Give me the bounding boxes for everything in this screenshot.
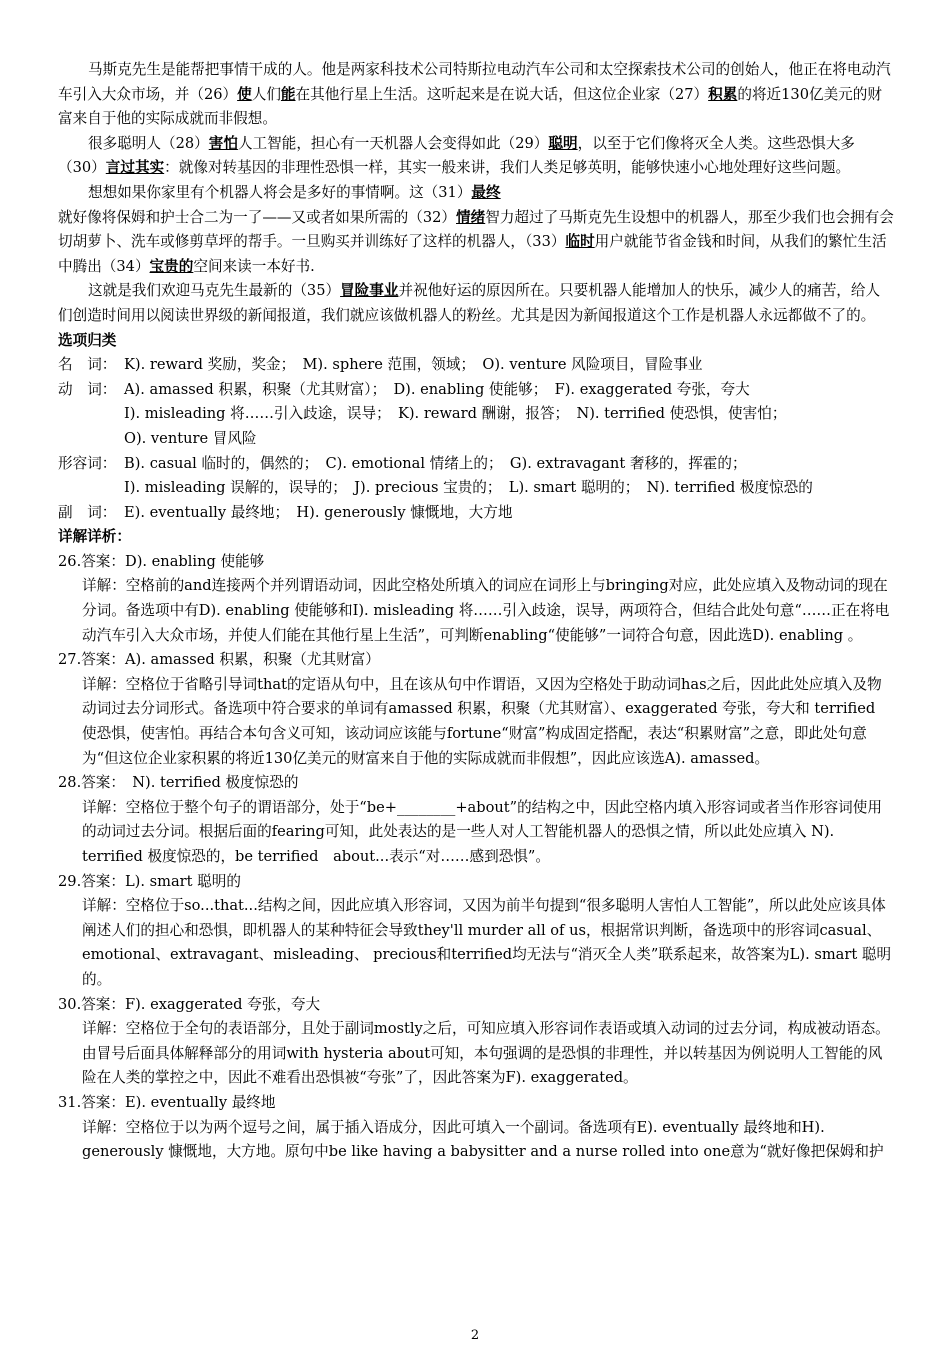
answer-line: 30.答案：F). exaggerated 夸张，夸大 bbox=[58, 995, 321, 1013]
verb-row bbox=[58, 378, 894, 403]
text: 的将近130亿美元的财富来自于他的实际成就而非假想。 bbox=[58, 85, 882, 128]
adv-options: E). eventually 最终地； H). generously 慷慨地，大方地 bbox=[124, 503, 513, 521]
text: 空间来读一本好书. bbox=[193, 257, 315, 275]
answer-detail: 详解：空格位于以为两个逗号之间，属于插入语成分，因此可填入一个副词。备选项有E). eventually 最终地和H). generously 慷慨地，大方地。原句中be like having a babysitter and a nurse rolled into one意为“就好像把保姆和护 bbox=[82, 1118, 884, 1161]
text: 就好像将保姆和护士合二为一了——又或者如果所需的（32） bbox=[58, 208, 457, 226]
answer-26b: 能 bbox=[280, 85, 296, 103]
answer-line: 31.答案：E). eventually 最终地 bbox=[58, 1093, 276, 1111]
adj-options-line: B). casual 临时的，偶然的； C). emotional 情绪上的； G). extravagant 奢移的，挥霍的； bbox=[124, 454, 747, 472]
text: 用户就能节省金钱和时间，从我们的繁忙生活中腾出（34） bbox=[58, 233, 887, 275]
passage-paragraph-4 bbox=[58, 279, 894, 328]
answer-detail: 详解：空格前的and连接两个并列谓语动词，因此空格处所填入的词应在词形上与bringing对应，此处应填入及物动词的现在分词。备选项中有D). enabling 使能够和I). misleading 将……引入歧途，误导，两项符合，但结合此处句意“……正在将电动汽车引入大众市场，并使人们能在其他行星上生活”，可判断enabling“使能够”一词符合句意，因此选D). enabling 。 bbox=[82, 577, 890, 644]
passage-paragraph-2 bbox=[58, 132, 894, 181]
answer-line: 26.答案：D). enabling 使能够 bbox=[58, 552, 265, 570]
verb-options-line: I). misleading 将……引入歧途，误导； K). reward 酬谢，报答； N). terrified 使恐惧，使害怕； bbox=[124, 405, 787, 423]
verb-label: 动 词： bbox=[58, 380, 117, 398]
text: 很多聪明人（28） bbox=[88, 134, 209, 152]
page-number: 2 bbox=[470, 1328, 480, 1343]
text: 智力超过了马斯克先生设想中的机器人，那至少我们也会拥有会切胡萝卜、洗车或修剪草坪的帮手。一旦购买并训练好了这样的机器人，（33） bbox=[58, 208, 894, 251]
answer-26: 使 bbox=[237, 85, 252, 103]
answer-28: 害怕 bbox=[208, 134, 238, 152]
answer-29: 聪明 bbox=[548, 134, 578, 152]
noun-label: 名 词： bbox=[58, 356, 117, 374]
passage-paragraph-3 bbox=[58, 181, 894, 279]
answer-27: 积累 bbox=[708, 85, 738, 103]
text: 马斯克先生是能帮把事情干成的人。他是两家科技术公司特斯拉电动汽车公司和太空探索技术公司的创始人，他正在将电动汽车引入大众市场，并（26） bbox=[58, 61, 891, 103]
text: 这就是我们欢迎马克先生最新的（35） bbox=[88, 282, 341, 300]
text: 想想如果你家里有个机器人将会是多好的事情啊。这（31） bbox=[88, 183, 472, 201]
answer-line: 29.答案：L). smart 聪明的 bbox=[58, 872, 241, 890]
text: ，以至于它们像将灭全人类。这些恐惧大多（30） bbox=[58, 134, 855, 177]
text: 在其他行星上生活。这听起来是在说大话，但这位企业家（27） bbox=[295, 85, 709, 103]
answer-detail: 详解：空格位于全句的表语部分，且处于副词mostly之后，可知应填入形容词作表语或填入动词的过去分词，构成被动语态。由冒号后面具体解释部分的用词with hysteria about可知，本句强调的是恐惧的非理性，并以转基因为例说明人工智能的风险在人类的掌控之中，因此不难看出恐惧被“夸张”了，因此答案为F). exaggerated。 bbox=[82, 1020, 890, 1087]
text: 人工智能，担心有一天机器人会变得如此（29） bbox=[237, 134, 549, 152]
text: 人们 bbox=[251, 85, 281, 103]
answer-line: 27.答案：A). amassed 积累，积聚（尤其财富） bbox=[58, 651, 380, 669]
adj-row bbox=[58, 452, 894, 477]
answer-detail: 详解：空格位于so...that...结构之间，因此应填入形容词，又因为前半句提到“很多聪明人害怕人工智能”，所以此处应该具体阐述人们的担心和恐惧，即机器人的某种特征会导致they'll murder all of us，根据常识判断，备选项中的形容词casual、emotional、extravagant、misleading、 precious和terrified均无法与“消灭全人类”联系起来，故答案为L). smart 聪明的。 bbox=[82, 897, 892, 988]
adj-options-line: I). misleading 误解的，误导的； J). precious 宝贵的； L). smart 聪明的； N). terrified 极度惊恐的 bbox=[124, 479, 813, 497]
answer-detail: 详解：空格位于省略引导词that的定语从句中，且在该从句中作谓语，又因为空格处于助动词has之后，因此此处应填入及物动词过去分词形式。备选项中符合要求的单词有amassed 积累，积聚（尤其财富）、exaggerated 夸张，夸大和 terrified 使恐惧，使害怕。再结合本句含义可知，该动词应该能与fortune“财富”构成固定搭配，表达“积累财富”之意，即此处句意为“但这位企业家积累的将近130亿美元的财富来自于他的实际成就而非假想”，因此应该选A). amassed。 bbox=[82, 675, 882, 767]
answer-34: 宝贵的 bbox=[149, 257, 194, 275]
text: 并祝他好运的原因所在。只要机器人能增加人的快乐，减少人的痛苦，给人们创造时间用以阅读世界级的新闻报道，我们就应该做机器人的粉丝。尤其是因为新闻报道这个工作是机器人永远都做不了的。 bbox=[58, 282, 881, 324]
answer-line: 28.答案： N). terrified 极度惊恐的 bbox=[58, 774, 299, 792]
verb-options-line: O). venture 冒风险 bbox=[124, 429, 257, 447]
noun-row bbox=[58, 353, 894, 378]
verb-options-line: A). amassed 积累，积聚（尤其财富）； D). enabling 使能够； F). exaggerated 夸张，夸大 bbox=[124, 380, 750, 398]
answer-30: 言过其实 bbox=[105, 159, 165, 177]
text: ：就像对转基因的非理性恐惧一样，其实一般来讲，我们人类足够英明，能够快速小心地处理好这些问题。 bbox=[164, 159, 851, 177]
answer-32: 情绪 bbox=[456, 208, 486, 226]
adv-label: 副 词： bbox=[58, 503, 117, 521]
answer-33: 临时 bbox=[565, 233, 595, 251]
analysis-heading: 详解详析： bbox=[58, 528, 131, 546]
adj-label: 形容词： bbox=[58, 454, 117, 472]
categories-heading: 选项归类 bbox=[58, 331, 117, 349]
passage-paragraph-1 bbox=[58, 58, 894, 132]
noun-options: K). reward 奖励，奖金； M). sphere 范围，领域； O). venture 风险项目，冒险事业 bbox=[124, 356, 703, 374]
answer-31: 最终 bbox=[471, 183, 501, 201]
adv-row bbox=[58, 501, 894, 526]
answer-35: 冒险事业 bbox=[340, 282, 399, 300]
answer-detail: 详解：空格位于整个句子的谓语部分，处于“be+________+about”的结构之中，因此空格内填入形容词或者当作形容词使用的动词过去分词。根据后面的fearing可知，此处表达的是一些人对人工智能机器人的恐惧之情，所以此处应填入 N). terrified 极度惊恐的，be terrified about...表示“对……感到恐惧”。 bbox=[82, 798, 882, 865]
document-page bbox=[58, 58, 894, 1165]
